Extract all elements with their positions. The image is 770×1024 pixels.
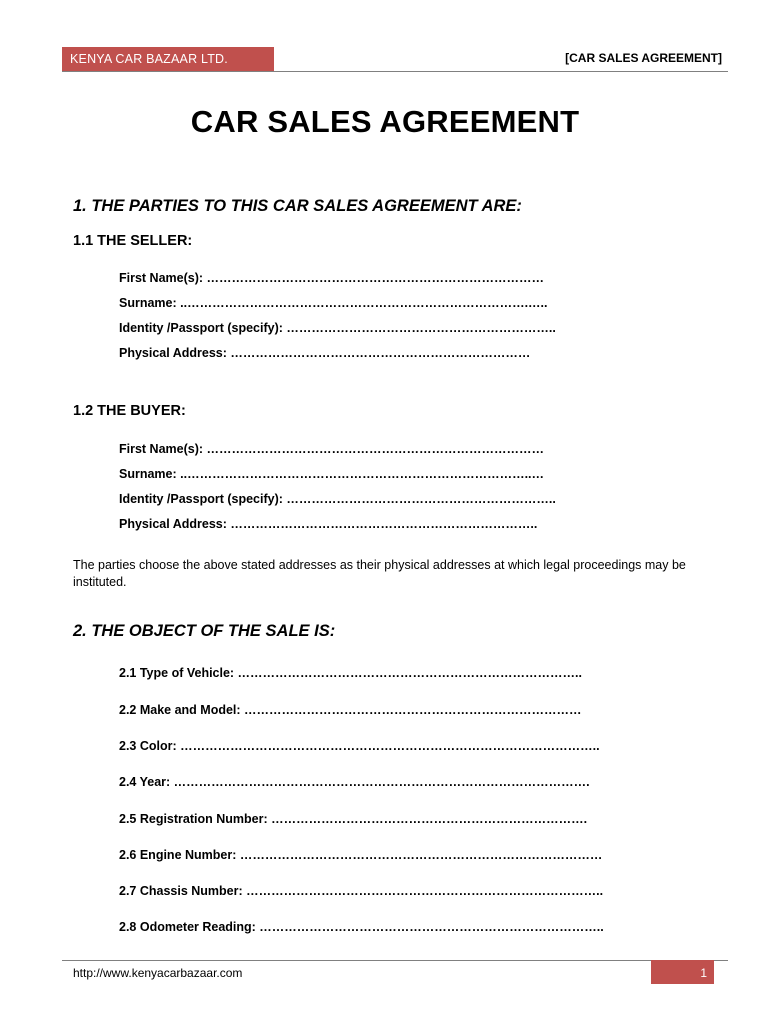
header-company-band: [62, 47, 274, 71]
chassis-number-field: 2.7 Chassis Number: …………………………………………………………………………..: [119, 884, 604, 898]
seller-heading: 1.1 THE SELLER:: [73, 233, 193, 249]
buyer-heading: 1.2 THE BUYER:: [73, 403, 186, 419]
footer-website-link[interactable]: http://www.kenyacarbazaar.com: [73, 966, 243, 980]
seller-identity-field: Identity /Passport (specify): ………………………………………………………..: [119, 321, 556, 335]
color-field: 2.3 Color: ………………………………………………………………………………………..: [119, 739, 600, 753]
header-company-name: KENYA CAR BAZAAR LTD.: [70, 52, 228, 66]
section-1-heading: 1. THE PARTIES TO THIS CAR SALES AGREEMENT ARE:: [73, 197, 522, 215]
year-field: 2.4 Year: ……………………………………………………………………………………….: [119, 775, 590, 789]
header-doc-label: [CAR SALES AGREEMENT]: [565, 51, 722, 65]
footer-divider: [62, 960, 728, 961]
registration-number-field: 2.5 Registration Number: ………………………………………………………………….: [119, 812, 588, 826]
make-model-field: 2.2 Make and Model: ………………………………………………………………………: [119, 703, 582, 717]
buyer-address-field: Physical Address: ………………………………………………………………..: [119, 517, 538, 531]
seller-first-name-field: First Name(s): ………………………………………………………………………: [119, 271, 545, 285]
document-title: CAR SALES AGREEMENT: [190, 104, 580, 139]
addresses-note: The parties choose the above stated addresses as their physical addresses at which legal proceedings may be instituted.: [73, 558, 686, 589]
page-number: 1: [700, 966, 707, 980]
buyer-identity-field: Identity /Passport (specify): ………………………………………………………..: [119, 492, 556, 506]
seller-surname-field: Surname: ..……………………………………………………………………….…..: [119, 296, 548, 310]
section-2-heading: 2. THE OBJECT OF THE SALE IS:: [73, 622, 336, 640]
buyer-surname-field: Surname: ..………………………………………………………………………..…: [119, 467, 545, 481]
vehicle-type-field: 2.1 Type of Vehicle: ………………………………………………………………………..: [119, 666, 583, 680]
buyer-first-name-field: First Name(s): ………………………………………………………………………: [119, 442, 545, 456]
odometer-reading-field: 2.8 Odometer Reading: ………………………………………………………………………..: [119, 920, 604, 934]
page-number-badge: [651, 960, 714, 984]
engine-number-field: 2.6 Engine Number: ……………………………………………………………………………: [119, 848, 603, 862]
seller-address-field: Physical Address: ………………………………………………………………: [119, 346, 531, 360]
header-divider: [62, 71, 728, 72]
